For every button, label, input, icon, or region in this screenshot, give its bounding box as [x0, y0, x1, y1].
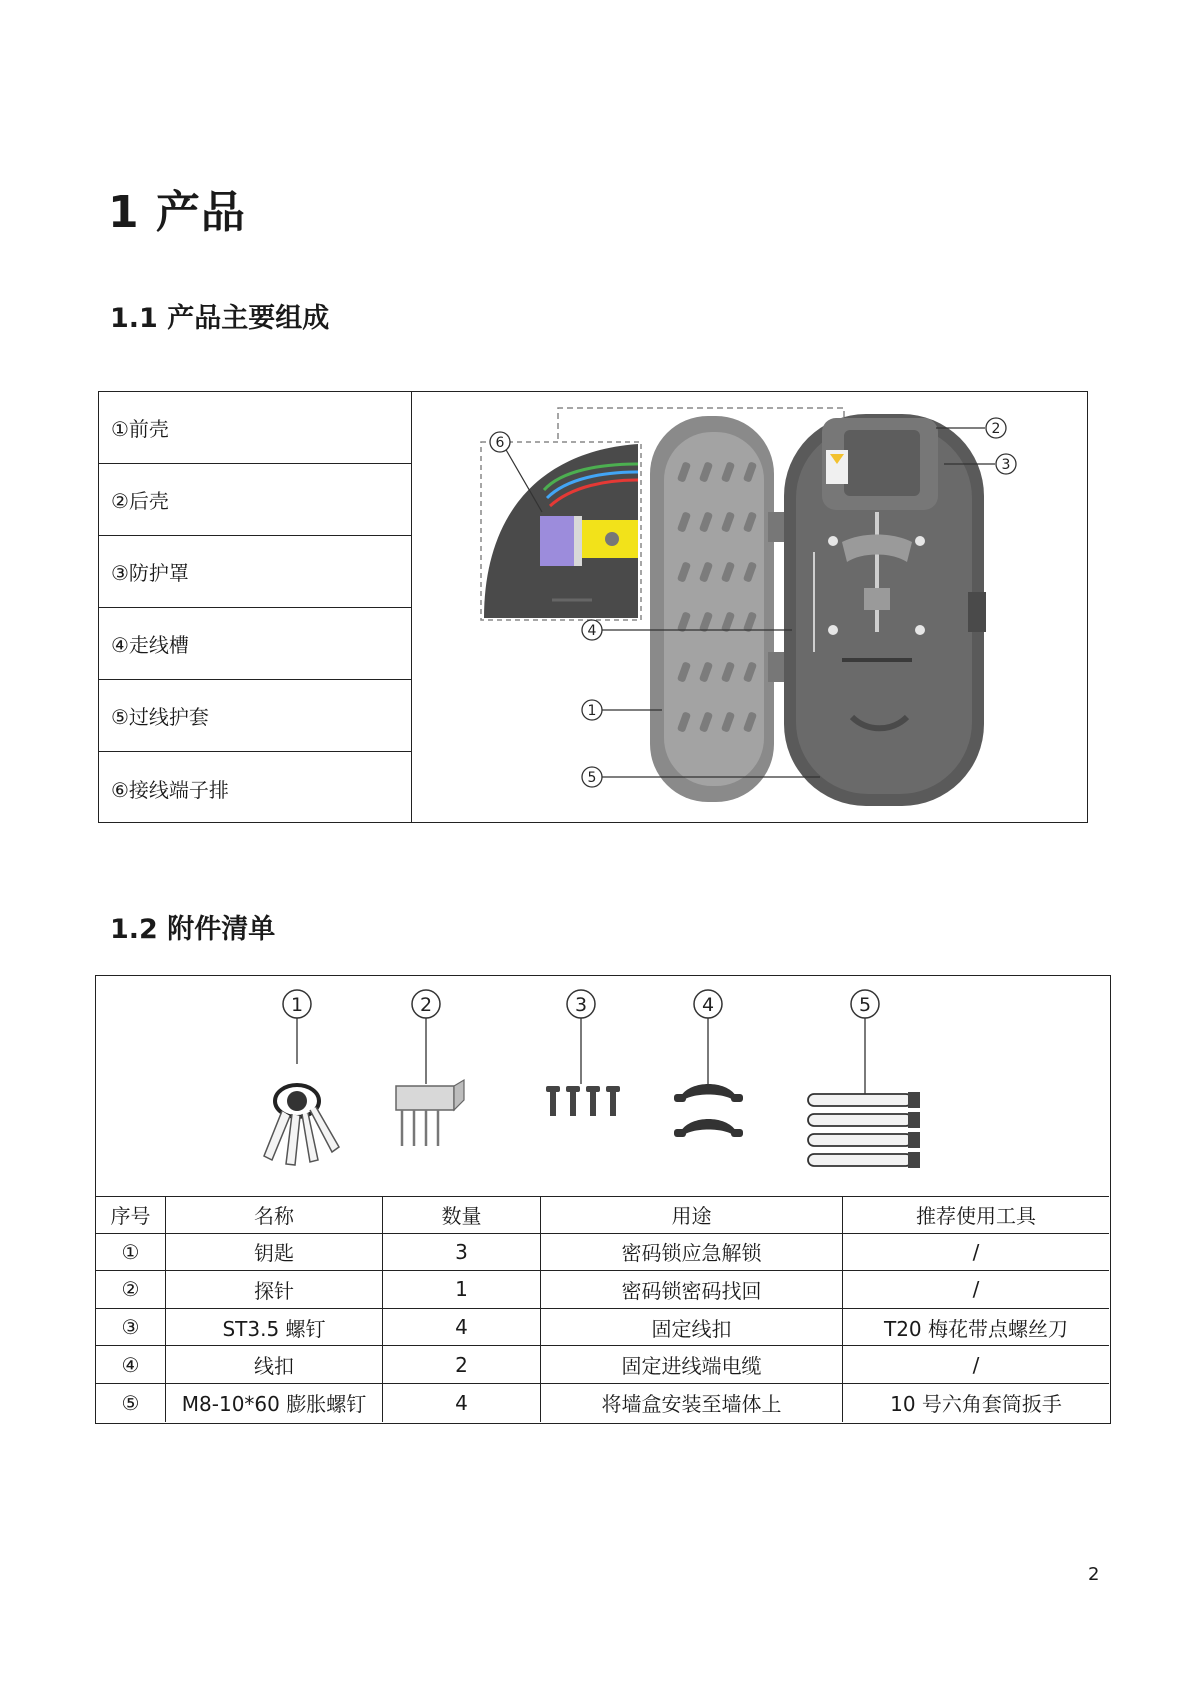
front-shell-drawing: [650, 416, 786, 802]
callout-5-label: 5: [587, 770, 597, 786]
cell-tool: /: [972, 1352, 980, 1377]
accessory-callout-2-label: 2: [419, 994, 433, 1016]
product-exploded-figure: [412, 392, 1087, 822]
cell-quantity: 4: [383, 1309, 541, 1346]
page-number: 2: [1088, 1564, 1100, 1585]
cell-tool: /: [972, 1277, 980, 1302]
cell-index: ④: [96, 1346, 166, 1383]
cell-name: 线扣: [166, 1346, 383, 1383]
callout-6-label: 6: [495, 435, 505, 451]
probe-drawing: [396, 1080, 464, 1146]
header-name: 名称: [166, 1196, 383, 1233]
cell-quantity: 3: [383, 1234, 541, 1271]
cell-index: ③: [96, 1309, 166, 1346]
callout-3-label: 3: [1001, 457, 1011, 473]
section-heading-accessories: 1.2 附件清单: [110, 914, 276, 945]
chapter-heading: 1 产品: [108, 187, 246, 238]
cell-tool: 10 号六角套筒扳手: [890, 1392, 1062, 1417]
table-row: [96, 1234, 1109, 1272]
component-cable-trough: ④走线槽: [99, 608, 411, 680]
accessories-figure: [96, 976, 1109, 1197]
cell-name: ST3.5 螺钉: [166, 1309, 383, 1346]
cell-tool: /: [972, 1239, 980, 1264]
cell-name: 探针: [166, 1271, 383, 1308]
component-protective-cover: ③防护罩: [99, 536, 411, 608]
component-cable-grommet: ⑤过线护套: [99, 680, 411, 752]
cell-index: ②: [96, 1271, 166, 1308]
table-header-row: [96, 1196, 1109, 1234]
table-row: [96, 1309, 1109, 1347]
accessory-grid: [96, 1196, 1109, 1422]
callout-4-label: 4: [587, 623, 597, 639]
accessory-callout-3-label: 3: [574, 994, 588, 1016]
expansion-bolts-drawing: [808, 1092, 920, 1168]
rear-shell-drawing: [784, 414, 986, 806]
header-index: 序号: [96, 1196, 166, 1233]
cell-index: ⑤: [96, 1384, 166, 1422]
screws-drawing: [546, 1086, 620, 1116]
header-tool: 推荐使用工具: [916, 1203, 1036, 1228]
cell-purpose: 固定线扣: [541, 1309, 843, 1346]
cell-purpose: 将墙盒安装至墙体上: [541, 1384, 843, 1422]
cable-clips-drawing: [674, 1084, 743, 1137]
header-quantity: 数量: [383, 1196, 541, 1233]
table-row: [96, 1271, 1109, 1309]
cell-quantity: 2: [383, 1346, 541, 1383]
cell-quantity: 4: [383, 1384, 541, 1422]
accessory-table: [95, 975, 1111, 1424]
composition-table: [98, 391, 1088, 823]
cell-index: ①: [96, 1234, 166, 1271]
cell-name: M8-10*60 膨胀螺钉: [166, 1384, 383, 1422]
cell-purpose: 固定进线端电缆: [541, 1346, 843, 1383]
cell-purpose: 密码锁密码找回: [541, 1271, 843, 1308]
component-terminal-block: ⑥接线端子排: [111, 777, 229, 802]
accessory-callout-4-label: 4: [701, 994, 715, 1016]
component-rear-shell: ②后壳: [99, 464, 411, 536]
component-list: [99, 392, 412, 822]
cell-purpose: 密码锁应急解锁: [541, 1234, 843, 1271]
cell-quantity: 1: [383, 1271, 541, 1308]
keys-drawing: [264, 1085, 339, 1165]
cell-name: 钥匙: [166, 1234, 383, 1271]
terminal-block-inset: [481, 442, 641, 620]
callout-1-label: 1: [587, 703, 597, 719]
section-heading-composition: 1.1 产品主要组成: [110, 303, 330, 334]
table-row: [96, 1384, 1109, 1422]
callout-2-label: 2: [991, 421, 1001, 437]
table-row: [96, 1346, 1109, 1384]
accessory-callout-5-label: 5: [858, 994, 872, 1016]
accessory-callout-1-label: 1: [290, 994, 304, 1016]
header-purpose: 用途: [541, 1196, 843, 1233]
component-front-shell: ①前壳: [99, 392, 411, 464]
cell-tool: T20 梅花带点螺丝刀: [883, 1316, 1069, 1341]
